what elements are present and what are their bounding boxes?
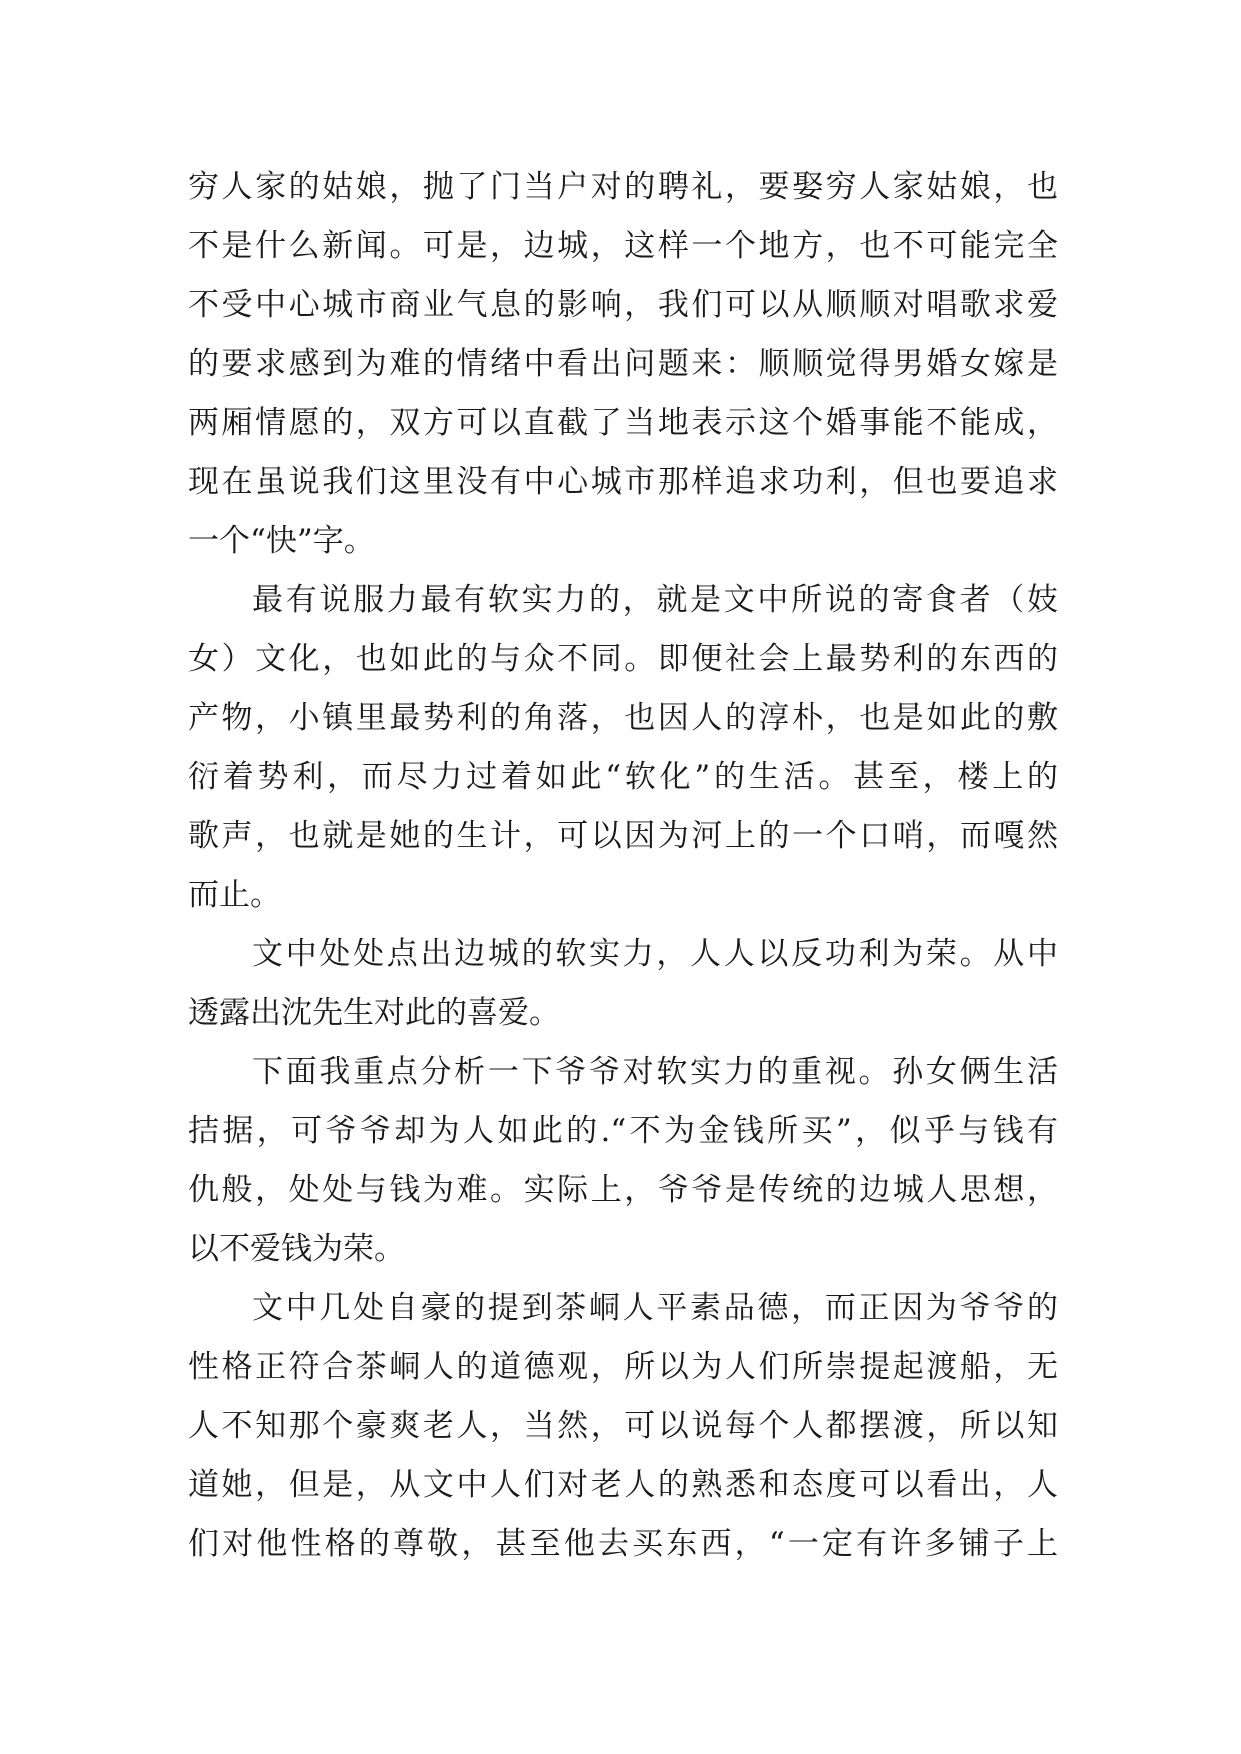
- document-body: [188, 158, 1058, 1574]
- text-line: 歌声，也就是她的生计，可以因为河上的一个口哨，而嘎然: [188, 818, 1058, 854]
- text-line: 不受中心城市商业气息的影响，我们可以从顺顺对唱歌求爱: [188, 287, 1058, 323]
- text-line: 不是什么新闻。可是，边城，这样一个地方，也不可能完全: [188, 228, 1058, 264]
- text-line: 最有说服力最有软实力的，就是文中所说的寄食者（妓: [252, 582, 1058, 618]
- text-line: 现在虽说我们这里没有中心城市那样追求功利，但也要追求: [188, 464, 1058, 500]
- text-line: 文中几处自豪的提到茶峒人平素品德，而正因为爷爷的: [252, 1290, 1058, 1326]
- text-line: 衍着势利，而尽力过着如此“软化”的生活。甚至，楼上的: [188, 759, 1058, 795]
- text-line: 以不爱钱为荣。: [188, 1231, 405, 1267]
- text-line: 产物，小镇里最势利的角落，也因人的淳朴，也是如此的敷: [188, 700, 1058, 736]
- text-line: 一个“快”字。: [188, 523, 375, 559]
- text-line: 性格正符合茶峒人的道德观，所以为人们所崇提起渡船，无: [188, 1349, 1058, 1385]
- text-line: 文中处处点出边城的软实力，人人以反功利为荣。从中: [252, 936, 1058, 972]
- text-line: 仇般，处处与钱为难。实际上，爷爷是传统的边城人思想，: [188, 1172, 1058, 1208]
- text-line: 透露出沈先生对此的喜爱。: [188, 995, 560, 1031]
- text-line: 的要求感到为难的情绪中看出问题来：顺顺觉得男婚女嫁是: [188, 346, 1058, 382]
- text-line: 拮据，可爷爷却为人如此的.“不为金钱所买”，似乎与钱有: [188, 1113, 1058, 1149]
- text-line: 下面我重点分析一下爷爷对软实力的重视。孙女俩生活: [252, 1054, 1058, 1090]
- text-line: 穷人家的姑娘，抛了门当户对的聘礼，要娶穷人家姑娘，也: [188, 169, 1058, 205]
- text-line: 道她，但是，从文中人们对老人的熟悉和态度可以看出，人: [188, 1467, 1058, 1503]
- text-line: 女）文化，也如此的与众不同。即便社会上最势利的东西的: [188, 641, 1058, 677]
- text-line: 两厢情愿的，双方可以直截了当地表示这个婚事能不能成，: [188, 405, 1058, 441]
- text-line: 们对他性格的尊敬，甚至他去买东西，“一定有许多铺子上: [188, 1526, 1058, 1562]
- text-line: 人不知那个豪爽老人，当然，可以说每个人都摆渡，所以知: [188, 1408, 1058, 1444]
- text-line: 而止。: [188, 877, 281, 913]
